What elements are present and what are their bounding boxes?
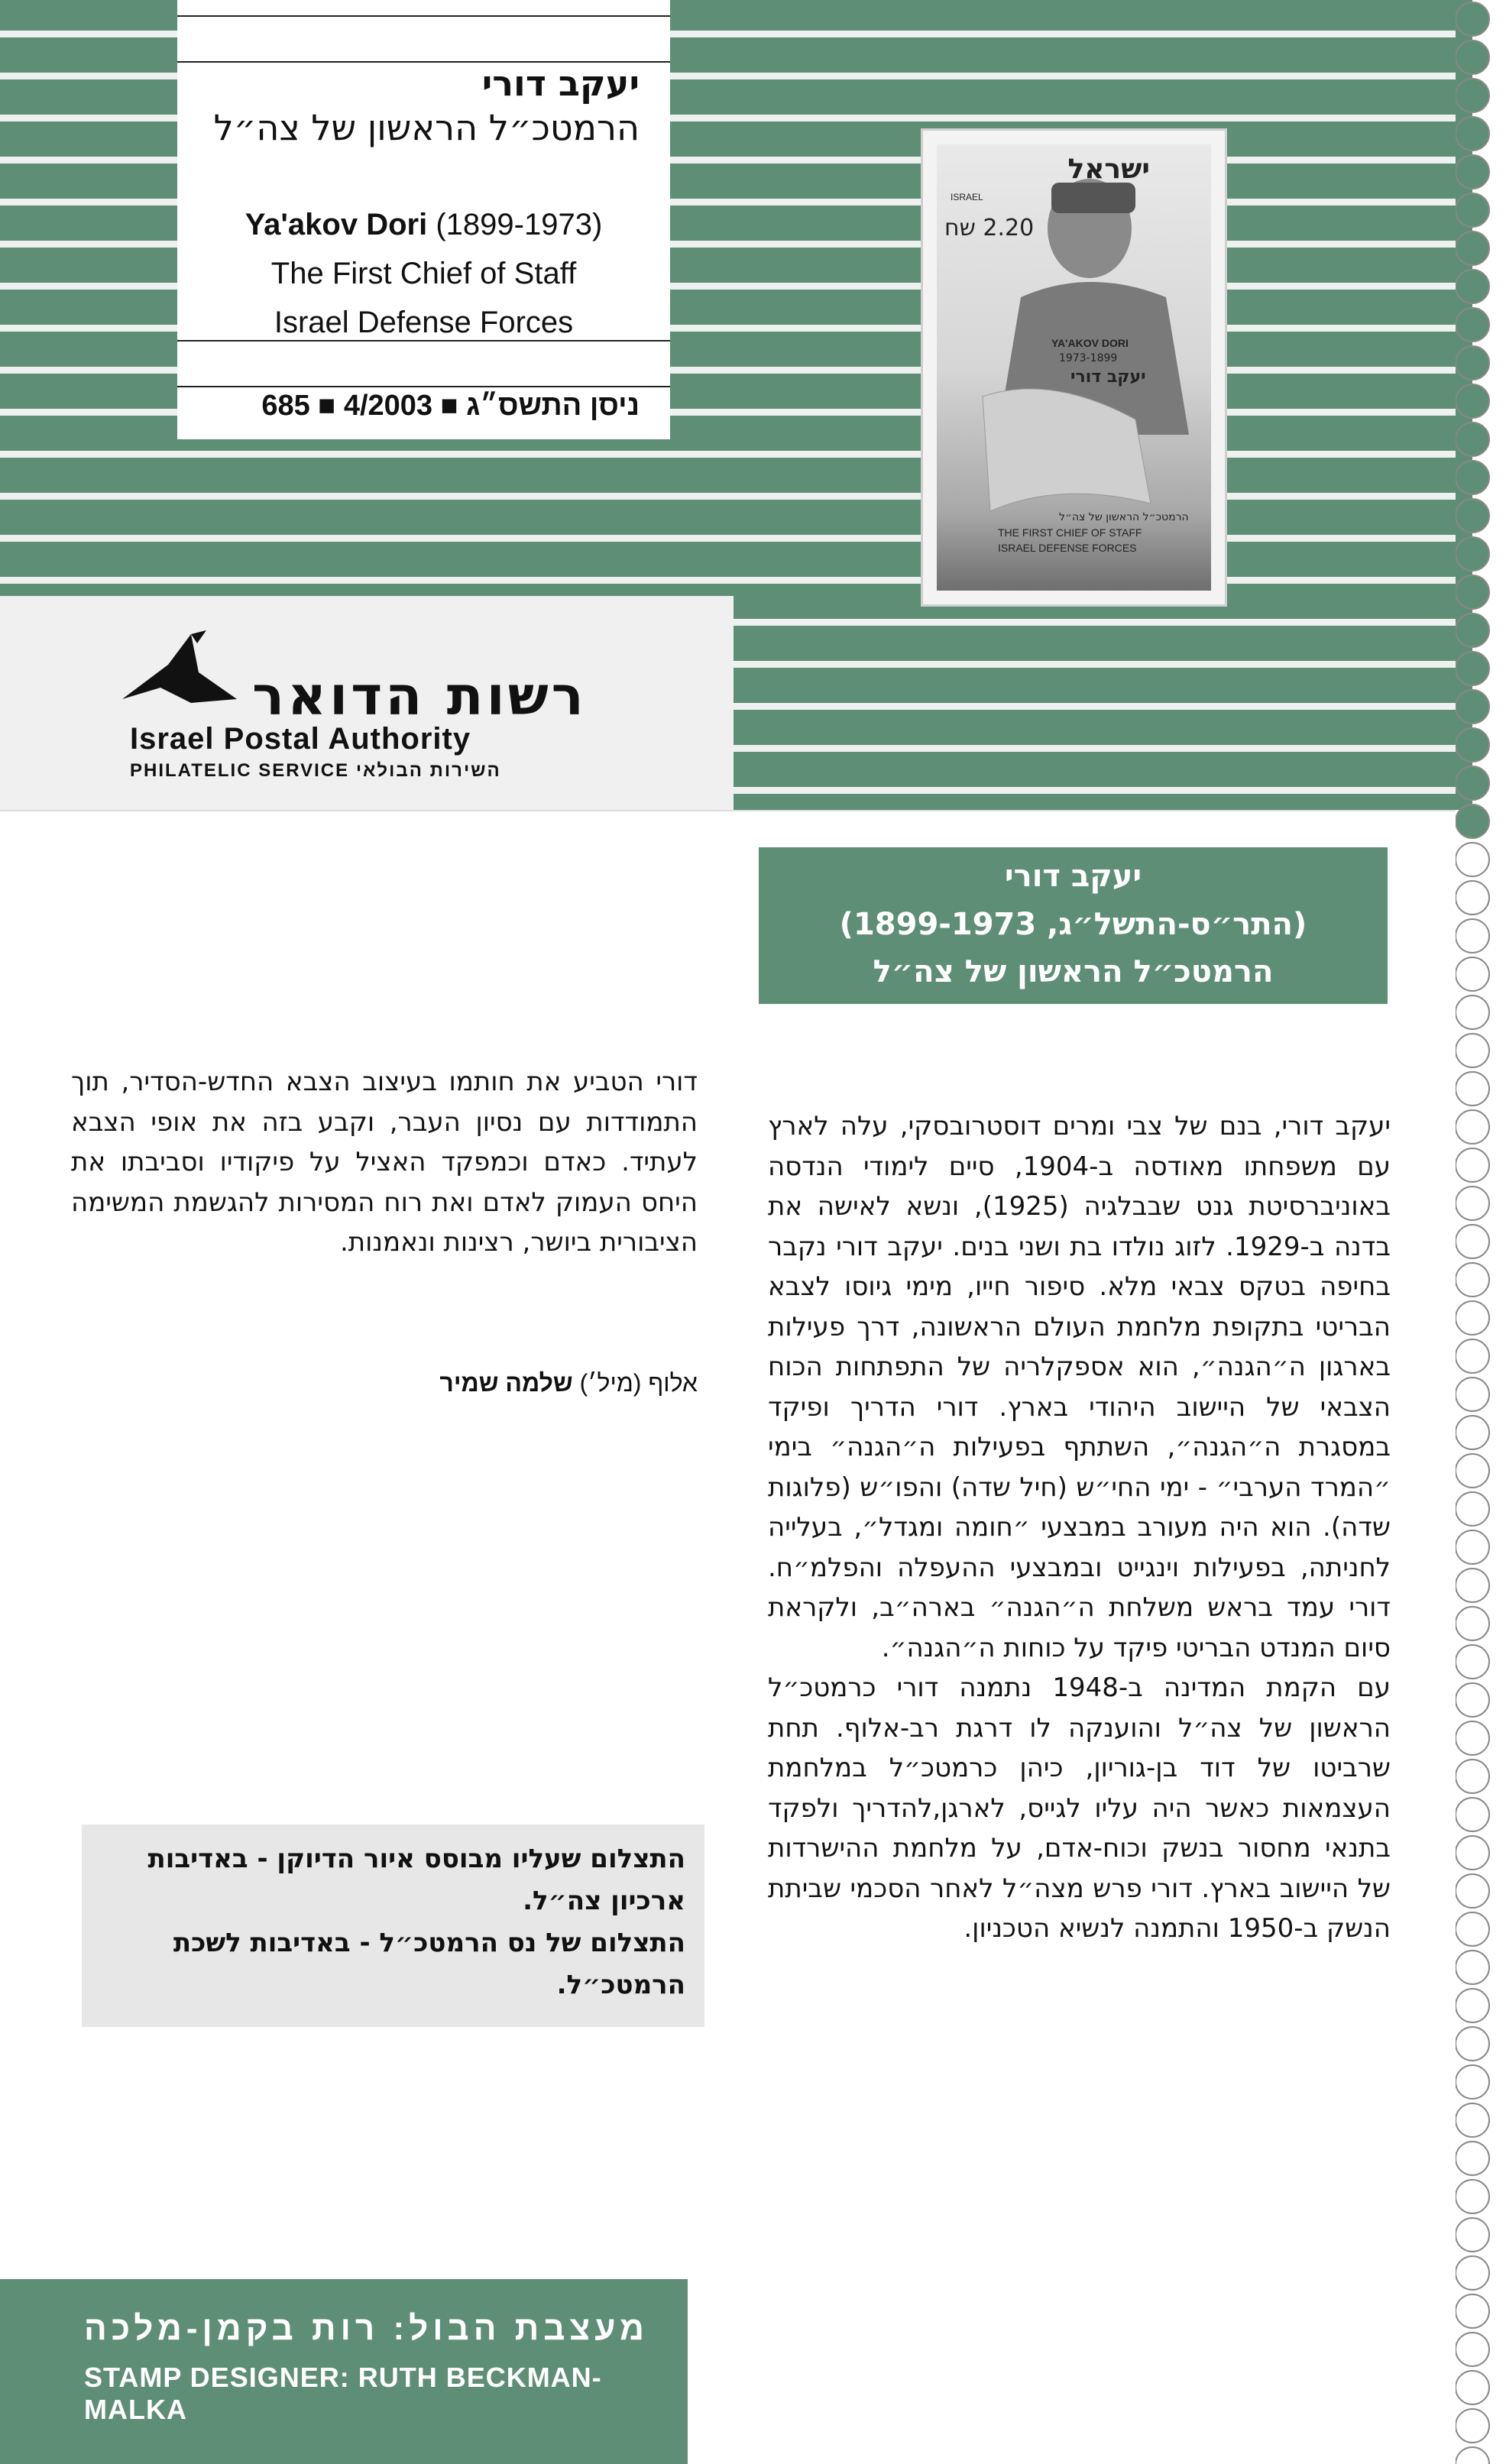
perforation bbox=[1456, 1339, 1489, 1373]
rule bbox=[177, 386, 670, 387]
perforation bbox=[1456, 537, 1489, 571]
perforation bbox=[1456, 1148, 1489, 1182]
body-text-left: דורי הטביע את חותמו בעיצוב הצבא החדש-הסדיר, תוך התמודדות עם נסיון העבר, וקבע בזה את אופי הצבא לעתיד. כאדם וכמפקד האציל על פיקודיו וסביבתו את היחס העמוק לאדם ואת רוח המסירות להגשמת המשימה הציבורית ביושר, רצינות ונאמנות. bbox=[71, 1067, 698, 1258]
perforation bbox=[1456, 423, 1489, 456]
perforation bbox=[1456, 919, 1489, 953]
photo-credits bbox=[82, 1825, 704, 2027]
english-subtitle-2: Israel Defense Forces bbox=[274, 306, 574, 339]
perforation bbox=[1456, 1034, 1489, 1067]
signature bbox=[439, 1369, 698, 1397]
perforation bbox=[1456, 1721, 1489, 1755]
signature-rank: אלוף (מיל׳) bbox=[579, 1369, 698, 1397]
perforation bbox=[1456, 1530, 1489, 1564]
heading-line-2: (התר״ס-התשל״ג, 1899-1973) bbox=[839, 907, 1307, 942]
banner-stripe bbox=[0, 493, 1456, 500]
perforation bbox=[1456, 193, 1489, 227]
paragraph-2: עם הקמת המדינה ב-1948 נתמנה דורי כרמטכ״ל הראשון של צה״ל והוענקה לו דרגת רב-אלוף. תחת שרביטו של דוד בן-גוריון, כיהן כרמטכ״ל במלחמת העצמאות כאשר היה עליו לגייס, לארגן,להדריך ולפקד בתנאי מחסור בנשק וכוח-אדם, על מלחמת ההישרדות של היישוב בארץ. דורי פרש מצה״ל לאחר הסכמי שביתת הנשק ב-1950 והתמנה לנשיא הטכניון. bbox=[768, 1672, 1391, 1944]
stamp-years: 1973-1899 bbox=[1059, 352, 1118, 364]
body-text-main bbox=[768, 1106, 1391, 1949]
perforation bbox=[1456, 1378, 1489, 1411]
perforation bbox=[1456, 766, 1489, 800]
perforation bbox=[1456, 2333, 1489, 2366]
article-heading bbox=[759, 847, 1388, 1004]
logo-english: Israel Postal Authority bbox=[130, 722, 471, 756]
hebrew-name: יעקב דורי bbox=[481, 63, 640, 104]
perforation bbox=[1456, 499, 1489, 533]
signature-name: שלמה שמיר bbox=[439, 1369, 573, 1397]
credit-line-3: התצלום של נס הרמטכ״ל - באדיבות לשכת bbox=[173, 1928, 685, 1958]
perforation bbox=[1456, 1187, 1489, 1220]
stamp-caption-en1: THE FIRST CHIEF OF STAFF bbox=[998, 526, 1142, 539]
heading-line-3: הרמטכ״ל הראשון של צה״ל bbox=[873, 954, 1274, 989]
stamp-image bbox=[937, 144, 1211, 591]
perforation bbox=[1456, 308, 1489, 342]
banner-stripe bbox=[0, 535, 1456, 542]
stamp-country-en: ISRAEL bbox=[951, 192, 983, 202]
perforation bbox=[1456, 690, 1489, 724]
years-text: (1899-1973) bbox=[436, 208, 603, 241]
perforation bbox=[1456, 384, 1489, 418]
perforation bbox=[1456, 2294, 1489, 2328]
rule bbox=[177, 15, 670, 17]
perforation bbox=[1456, 2218, 1489, 2252]
perforation bbox=[1456, 652, 1489, 685]
stamp-name-he: יעקב דורי bbox=[1070, 367, 1146, 387]
perforation bbox=[1456, 1683, 1489, 1717]
stamp-value: 2.20 שח bbox=[944, 215, 1035, 241]
bird-logo-icon bbox=[115, 627, 245, 711]
perforation bbox=[1456, 461, 1489, 494]
perforation bbox=[1456, 1798, 1489, 1831]
issue-info: 685 ■ 4/2003 ■ ניסן התשס״ג bbox=[261, 390, 640, 422]
banner-stripe bbox=[0, 451, 1456, 458]
perforation bbox=[1456, 614, 1489, 647]
perforation bbox=[1456, 2256, 1489, 2290]
perforation bbox=[1456, 1072, 1489, 1106]
designer-english: STAMP DESIGNER: RUTH BECKMAN-MALKA bbox=[84, 2362, 602, 2425]
perforation bbox=[1456, 1989, 1489, 2022]
designer-hebrew: מעצבת הבול: רות בקמן-מלכה bbox=[84, 2310, 649, 2347]
perforation bbox=[1456, 575, 1489, 609]
perforation bbox=[1456, 728, 1489, 762]
perforation bbox=[1456, 1760, 1489, 1793]
hebrew-subtitle: הרמטכ״ל הראשון של צה״ל bbox=[213, 107, 640, 148]
perforation bbox=[1456, 1492, 1489, 1526]
stamp-caption-he: הרמטכ״ל הראשון של צה״ל bbox=[1059, 511, 1189, 523]
perforation bbox=[1456, 117, 1489, 151]
perforation bbox=[1456, 79, 1489, 112]
paragraph-1: יעקב דורי, בנם של צבי ומרים דוסטרובסקי, עלה לארץ עם משפחתו מאודסה ב-1904, סיים לימודי הנדסה באוניברסיטת גנט שבבלגיה (1925), ונשא לאישה את בדנה ב-1929. לזוג נולדו בת ושני בנים. יעקב דורי נקבר בחיפה בטקס צבאי מלא. סיפור חייו, מימי גיוסו לצבא הבריטי בתקופת מלחמת העולם הראשונה, דרך פעילות בארגון ה״הגנה״, הוא אספקלריה של התפתחות הכוח הצבאי של היישוב היהודי בארץ. דורי הדריך ופיקד במסגרת ה״הגנה״, השתתף בפעילות ה״הגנה״ בימי ״המרד הערבי״ - ימי החי״ש (חיל שדה) והפו״ש (פלוגות שדה). הוא היה מעורב במבצעי ״חומה ומגדל״, בעלייה לחניתה, בפעילות וינגייט ובמבצעי ההעפלה והפלמ״ח. דורי עמד בראש משלחת ה״הגנה״ בארה״ב, ולקראת סיום המנדט הבריטי פיקד על כוחות ה״הגנה״. bbox=[768, 1111, 1391, 1663]
designer-bar bbox=[0, 2279, 688, 2464]
perforation bbox=[1456, 805, 1489, 838]
perforation bbox=[1456, 232, 1489, 265]
perforation bbox=[1456, 2, 1489, 36]
heading-line-1: יעקב דורי bbox=[1004, 859, 1142, 894]
logo-hebrew: רשות הדואר bbox=[252, 665, 587, 727]
perforation bbox=[1456, 1912, 1489, 1946]
perforation bbox=[1456, 1874, 1489, 1908]
stamp-caption-en2: ISRAEL DEFENSE FORCES bbox=[998, 542, 1137, 554]
perforation bbox=[1456, 2142, 1489, 2175]
perforation bbox=[1456, 1225, 1489, 1258]
fold-line bbox=[0, 810, 1456, 811]
logo-service: PHILATELIC SERVICE השירות הבולאי bbox=[130, 760, 501, 781]
perforation bbox=[1456, 346, 1489, 380]
stamp-name-en: YA'AKOV DORI bbox=[1051, 337, 1129, 349]
perforation bbox=[1456, 843, 1489, 876]
stamp-country-he: ישראל bbox=[1067, 154, 1150, 185]
perforation bbox=[1456, 1301, 1489, 1335]
credit-line-1: התצלום שעליו מבוסס איור הדיוקן - באדיבות bbox=[147, 1844, 685, 1874]
perforation bbox=[1456, 1110, 1489, 1144]
perforation bbox=[1456, 2065, 1489, 2099]
english-subtitle-1: The First Chief of Staff bbox=[270, 257, 577, 290]
credit-line-4: הרמטכ״ל. bbox=[556, 1970, 685, 2000]
perforation bbox=[1456, 1416, 1489, 1449]
perforation bbox=[1456, 40, 1489, 74]
credit-line-2: ארכיון צה״ל. bbox=[523, 1886, 685, 1916]
perforation bbox=[1456, 881, 1489, 915]
perforated-edge bbox=[1456, 0, 1506, 2464]
english-name bbox=[177, 208, 670, 242]
perforation bbox=[1456, 1569, 1489, 1602]
perforation bbox=[1456, 2103, 1489, 2137]
rule bbox=[177, 340, 670, 342]
perforation bbox=[1456, 2371, 1489, 2404]
perforation bbox=[1456, 1645, 1489, 1679]
banner-stripe bbox=[0, 577, 1456, 584]
perforation bbox=[1456, 2409, 1489, 2443]
perforation bbox=[1456, 1836, 1489, 1870]
perforation bbox=[1456, 2180, 1489, 2213]
perforation bbox=[1456, 1951, 1489, 1984]
perforation bbox=[1456, 1607, 1489, 1640]
perforation bbox=[1456, 957, 1489, 991]
perforation bbox=[1456, 155, 1489, 189]
perforation bbox=[1456, 1454, 1489, 1488]
title-panel bbox=[177, 0, 670, 439]
name-text: Ya'akov Dori bbox=[245, 208, 428, 241]
perforation bbox=[1456, 1263, 1489, 1297]
perforation bbox=[1456, 270, 1489, 303]
perforation bbox=[1456, 2027, 1489, 2061]
stamp bbox=[921, 128, 1227, 607]
perforation bbox=[1456, 996, 1489, 1029]
